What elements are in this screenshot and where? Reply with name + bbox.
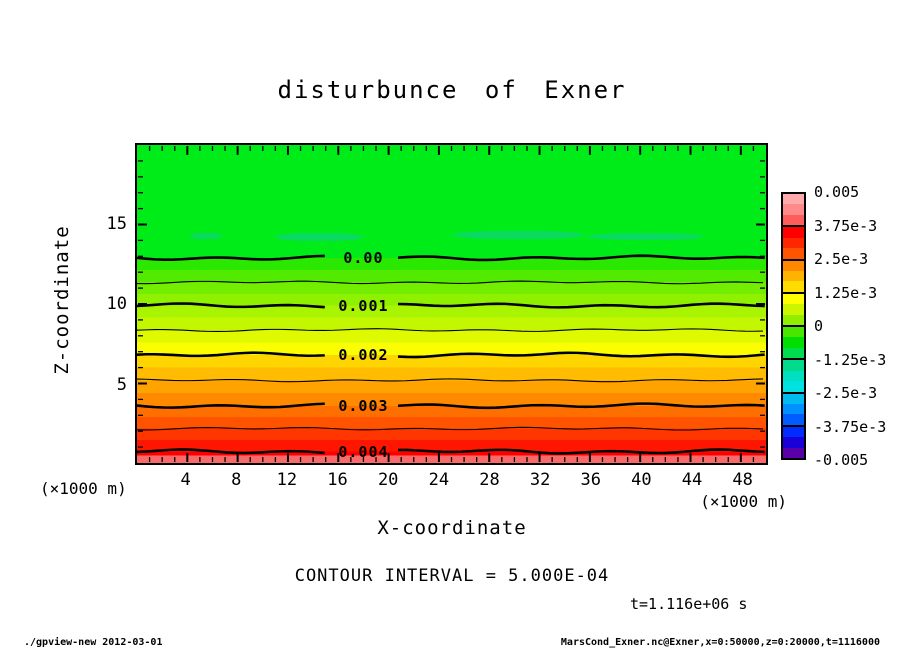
y-tick-label: 15 xyxy=(106,213,127,234)
colorbar-block xyxy=(783,194,804,225)
x-tick-label: 4 xyxy=(180,470,191,490)
contour-label: 0.003 xyxy=(338,396,389,415)
colorbar xyxy=(781,192,806,460)
contour-interval-note: CONTOUR INTERVAL = 5.000E-04 xyxy=(294,566,610,586)
footer-program-date: ./gpview-new 2012-03-01 xyxy=(24,637,163,648)
contour-line-0.004 xyxy=(398,450,765,454)
x-tick-label: 28 xyxy=(479,470,500,490)
x-tick-label: 48 xyxy=(732,470,753,490)
colorbar-stripe xyxy=(783,294,804,304)
contour-label: 0.002 xyxy=(338,345,389,364)
colorbar-stripe xyxy=(783,281,804,291)
x-tick-label: 40 xyxy=(631,470,652,490)
colorbar-stripe xyxy=(783,414,804,424)
contour-line-0.001 xyxy=(137,304,325,308)
contour-line-0.004 xyxy=(137,449,325,453)
contour-line-0 xyxy=(398,256,765,260)
contour-line-0.002 xyxy=(137,353,325,356)
colorbar-stripe xyxy=(783,448,804,458)
y-axis-unit: (×1000 m) xyxy=(40,479,127,498)
x-tick-label: 12 xyxy=(276,470,298,490)
colorbar-tick-label: 2.5e-3 xyxy=(814,250,869,268)
contour-label: 0.00 xyxy=(343,248,384,267)
contour-line-0.003 xyxy=(398,404,765,408)
colorbar-block xyxy=(783,325,804,358)
colorbar-stripe xyxy=(783,261,804,271)
contour-line-0.001 xyxy=(398,304,765,308)
x-tick-label: 36 xyxy=(580,470,601,490)
colorbar-block xyxy=(783,358,804,391)
contour-line-0.002 xyxy=(398,353,765,357)
colorbar-stripe xyxy=(783,381,804,391)
colorbar-stripe xyxy=(783,194,804,204)
x-tick-label: 16 xyxy=(327,470,348,490)
colorbar-stripe xyxy=(783,427,804,437)
colorbar-tick-label: 1.25e-3 xyxy=(814,283,878,302)
colorbar-stripe xyxy=(783,394,804,404)
x-tick-label: 8 xyxy=(231,470,242,490)
contour-line-0.0025 xyxy=(137,379,763,382)
colorbar-stripe xyxy=(783,271,804,281)
footer-file-info: MarsCond_Exner.nc@Exner,x=0:50000,z=0:20000,t=1116000 xyxy=(560,637,880,648)
colorbar-stripe xyxy=(783,238,804,248)
x-axis-label: X-coordinate xyxy=(377,517,527,539)
plot-area xyxy=(135,143,768,465)
colorbar-stripe xyxy=(783,437,804,447)
colorbar-stripe xyxy=(783,248,804,258)
contour-line-0.0005 xyxy=(137,281,763,284)
contour-line-0.003 xyxy=(137,404,325,408)
colorbar-tick-label: 0.005 xyxy=(814,183,860,201)
colorbar-stripe xyxy=(783,315,804,325)
colorbar-stripe xyxy=(783,327,804,337)
colorbar-stripe xyxy=(783,227,804,237)
x-tick-label: 20 xyxy=(377,470,399,490)
x-tick-label: 32 xyxy=(529,470,551,490)
contour-line-0 xyxy=(137,256,325,260)
colorbar-tick-label: -1.25e-3 xyxy=(814,350,887,369)
colorbar-block xyxy=(783,292,804,325)
colorbar-tick-label: -2.5e-3 xyxy=(814,384,878,402)
colorbar-block xyxy=(783,425,804,458)
colorbar-stripe xyxy=(783,304,804,314)
colorbar-stripe xyxy=(783,215,804,225)
contour-overlay xyxy=(137,145,766,463)
y-tick-label: 5 xyxy=(116,374,127,395)
contour-line-0.0035 xyxy=(137,427,763,430)
colorbar-tick-label: 0 xyxy=(814,317,824,335)
colorbar-block xyxy=(783,259,804,292)
x-tick-label: 24 xyxy=(428,470,450,490)
colorbar-stripe xyxy=(783,404,804,414)
time-annotation: t=1.116e+06 s xyxy=(630,595,748,613)
colorbar-block xyxy=(783,225,804,258)
x-tick-label: 44 xyxy=(681,470,703,490)
plot-title: disturbunce of Exner xyxy=(277,76,627,104)
x-axis-unit: (×1000 m) xyxy=(700,492,787,511)
colorbar-stripe xyxy=(783,337,804,347)
contour-line-0.0015 xyxy=(137,329,763,332)
colorbar-tick-label: -0.005 xyxy=(814,451,869,469)
contour-label: 0.001 xyxy=(338,296,389,315)
contour-label: 0.004 xyxy=(338,442,389,461)
colorbar-stripe xyxy=(783,360,804,370)
colorbar-block xyxy=(783,392,804,425)
colorbar-tick-label: -3.75e-3 xyxy=(814,417,887,436)
colorbar-stripe xyxy=(783,371,804,381)
colorbar-stripe xyxy=(783,348,804,358)
colorbar-stripe xyxy=(783,204,804,214)
y-tick-label: 10 xyxy=(106,294,127,314)
colorbar-tick-label: 3.75e-3 xyxy=(814,216,878,235)
y-axis-label: Z-coordinate xyxy=(51,225,73,375)
